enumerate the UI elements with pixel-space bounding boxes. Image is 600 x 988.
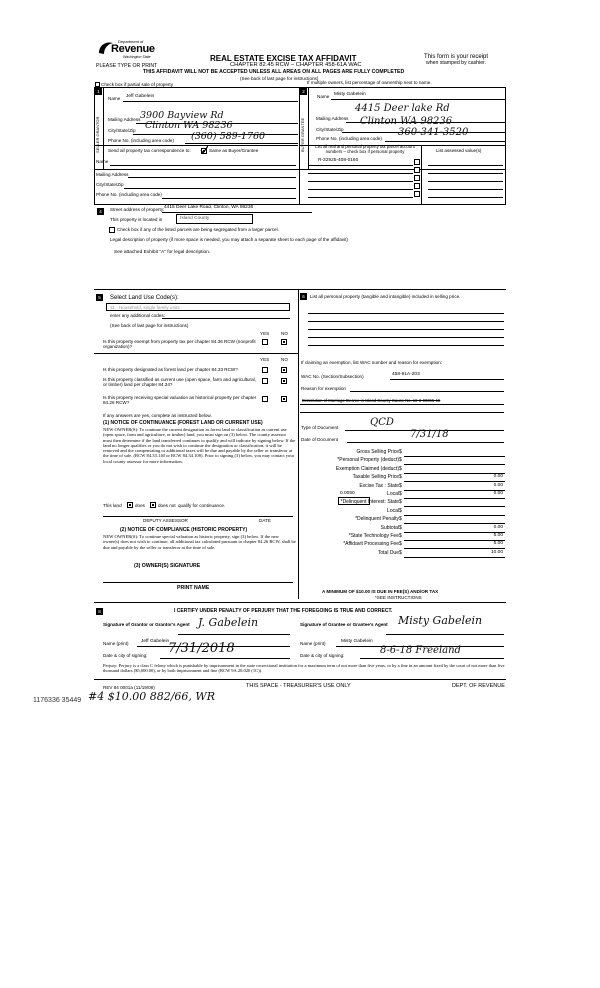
see-back-instructions: (See back of last page for instructions) <box>110 323 189 328</box>
fee-value[interactable]: 0.00 <box>493 482 503 488</box>
treasurer-note: THIS SPACE - TREASURER'S USE ONLY <box>246 683 351 689</box>
please-type: PLEASE TYPE OR PRINT <box>96 63 158 69</box>
corr-name-label: Name <box>96 159 109 164</box>
no-header: NO <box>281 331 288 336</box>
corr-mailing-label: Mailing Address <box>96 172 129 177</box>
fee-label: Total Due <box>377 549 399 556</box>
parcel-header: List all real and personal property tax parcel account numbers – check box if personal property <box>315 144 415 154</box>
fee-value[interactable]: 5.00 <box>493 541 503 547</box>
q3-text: Is this property classified as current use (open space, farm and agricultural, or timber) land per chapter 84.34? <box>103 377 256 388</box>
dollar-sign: $ <box>399 507 402 514</box>
land-use-label: Select Land Use Code(s): <box>110 295 179 301</box>
parcel-pp-checkbox[interactable] <box>414 159 420 165</box>
q4-yes-checkbox[interactable] <box>262 396 268 402</box>
fee-row <box>300 550 505 558</box>
parcel-pp-checkbox[interactable] <box>414 183 420 189</box>
does-checkbox[interactable] <box>127 502 133 508</box>
logo-main-text: Revenue <box>111 43 155 55</box>
doc-date-value[interactable]: 7/31/18 <box>410 429 449 440</box>
personal-property-label: List all personal property (tangible and intangible) included in selling price. <box>310 294 461 299</box>
section-4-badge: 4 <box>97 208 104 215</box>
grantor-sig-label: Signature of Grantor or Grantor's Agent <box>103 622 190 627</box>
fee-row <box>300 541 505 549</box>
buyer-name-label: Name <box>317 94 330 99</box>
fee-label: *Delinquent Penalty <box>355 516 399 523</box>
receipt-note: This form is your receipt <box>424 54 489 60</box>
rate-box <box>338 497 370 505</box>
notice2-title: (2) NOTICE OF COMPLIANCE (HISTORIC PROPERTY) <box>120 527 248 533</box>
county-value: Island County <box>180 216 210 221</box>
buyer-phone-value[interactable]: 360-341-3520 <box>398 127 469 138</box>
buyer-name-value[interactable]: Misty Gabelein <box>334 92 366 97</box>
buyer-side-label: BUYER GRANTEE <box>300 117 305 153</box>
yes-header: YES <box>260 331 270 336</box>
wac-value[interactable]: 458-61A-203 <box>392 372 420 377</box>
fee-value[interactable]: 10.00 <box>490 549 503 555</box>
q2-yes-checkbox[interactable] <box>262 367 268 373</box>
q3-yes-checkbox[interactable] <box>262 378 268 384</box>
dollar-sign: $ <box>399 516 402 523</box>
dollar-sign: $ <box>399 491 402 497</box>
seller-mailing-value[interactable]: 3900 Bayview Rd <box>140 110 224 121</box>
does-not-checkbox[interactable] <box>150 502 156 508</box>
logo-top-text: Department of <box>118 39 144 44</box>
fee-row <box>300 474 505 482</box>
grantor-date-value[interactable]: 7/31/2018 <box>168 641 235 656</box>
qualify-label: qualify for continuance. <box>178 503 226 508</box>
grantor-date-label: Date & city of signing: <box>103 653 148 658</box>
form-warning: THIS AFFIDAVIT WILL NOT BE ACCEPTED UNLESS ALL AREAS ON ALL PAGES ARE FULLY COMPLETED <box>143 69 405 75</box>
legal-label: Legal description of property (if more space is needed, you may attach a separate sheet to each page of the affidavit) <box>110 237 348 242</box>
seller-side-label: SELLER GRANTOR <box>95 116 100 154</box>
grantee-sig-label: Signature of Grantee or Grantee's Agent <box>300 622 388 627</box>
dollar-sign: $ <box>399 474 402 481</box>
grantee-date-value[interactable]: 8-6-18 Freeland <box>380 645 461 656</box>
recording-stamp: 1176336 35449 <box>33 697 82 704</box>
q1-yes-checkbox[interactable] <box>262 339 268 345</box>
fee-row <box>300 449 505 457</box>
does-label: does <box>135 503 145 508</box>
section-1-badge: 1 <box>95 88 102 95</box>
reason-label: Reason for exemption <box>301 386 346 391</box>
multiple-owners-note: If multiple owners, list percentage of ownership next to name. <box>307 80 432 85</box>
parcel-pp-checkbox[interactable] <box>414 191 420 197</box>
corr-city-label: City/State/Zip <box>96 182 124 187</box>
fee-row <box>300 457 505 465</box>
land-use-value: 11 - Household, single family units <box>110 305 180 310</box>
street-value[interactable]: 4415 Deer Lake Road, Clinton, WA 98236 <box>164 205 254 210</box>
fee-label: Exemption Claimed (deduct) <box>335 465 399 472</box>
if-yes-text: If any answers are yes, complete as instructed below. <box>103 413 212 418</box>
buyer-city-label: City/State/Zip <box>316 127 344 132</box>
doc-date-label: Date of Document <box>301 437 339 442</box>
fee-row <box>300 516 505 524</box>
fee-row <box>300 483 505 491</box>
seller-phone-label: Phone No. (including area code) <box>108 138 174 143</box>
q1-no-checkbox[interactable] <box>281 339 287 345</box>
grantee-date-label: Date & city of signing: <box>300 653 345 658</box>
dept-revenue: DEPT. OF REVENUE <box>452 683 505 689</box>
partial-sale-label: Check box if partial sale of property <box>101 82 174 87</box>
notice1-text: NEW OWNER(S): To continue the current designation as forest land or classification as current use (open space, farm and agriculture, or timber) land, you must sign on (3) below. The county assessor must then determine if the land transferred continues to qualify and will indicate by signing below. If the land no longer qualifies or you do not wish to continue the designation or classification, it will be removed and the compensating or additional taxes will be due and payable by the seller or transferor at the time of sale. (RCW 84.33.140 or RCW 84.34.108). Prior to signing (3) below, you may contact your local county assessor for more information. <box>103 427 296 464</box>
print-name-label: PRINT NAME <box>177 585 210 591</box>
does-not-label: does not <box>158 503 176 508</box>
handwritten-annotation: #4 $10.00 882/66, WR <box>88 690 215 703</box>
exemption-label: If claiming an exemption, list WAC number and reason for exemption: <box>301 360 443 365</box>
dollar-sign: $ <box>399 541 402 548</box>
grantor-name-label: Name (print) <box>103 641 129 646</box>
dollar-sign: $ <box>399 465 402 472</box>
dollar-sign: $ <box>399 457 402 464</box>
seller-city-value[interactable]: Clinton WA 98236 <box>145 120 233 131</box>
dollar-sign: $ <box>399 482 402 489</box>
yes-header: YES <box>260 357 270 362</box>
section-5-badge: 5 <box>96 294 103 301</box>
seller-name-label: Name <box>108 96 121 101</box>
fee-label: Local <box>387 491 399 497</box>
tax-rate-value[interactable]: 0.0050 <box>340 491 355 496</box>
notice2-text: NEW OWNER(S): To continue special valuation as historic property, sign (3) below. If the new owner(s) does not wish to continue, all additional tax calculated pursuant to chapter 84.26 RCW, shall be due and payable by the seller or transferor at the time of sale. <box>103 534 296 550</box>
q1-text: Is this property exempt from property tax per chapter 84.36 RCW (nonprofit organization)? <box>103 339 256 350</box>
fee-row <box>300 491 505 499</box>
fee-label: Gross Selling Price <box>356 449 399 455</box>
fee-row <box>300 508 505 516</box>
parcel-value[interactable]: R-32925-408-0160 <box>318 158 359 163</box>
certify-statement: I CERTIFY UNDER PENALTY OF PERJURY THAT THE FOREGOING IS TRUE AND CORRECT. <box>174 608 393 614</box>
corr-phone-label: Phone No. (including area code) <box>96 192 162 197</box>
segregated-checkbox[interactable] <box>109 227 115 233</box>
minimum-due-note: A MINIMUM OF $10.00 IS DUE IN FEE(S) AND/OR TAX <box>322 589 439 594</box>
form-chapter: CHAPTER 82.45 RCW – CHAPTER 458-61A WAC <box>230 62 362 68</box>
located-label: This property is located in <box>110 217 163 222</box>
fee-label: *State Technology Fee <box>348 533 399 539</box>
cashier-note: when stamped by cashier. <box>426 60 486 66</box>
dor-logo <box>96 38 158 62</box>
this-land-label: This land <box>103 503 122 508</box>
grantee-name-value[interactable]: Misty Gabelein <box>341 639 373 644</box>
doc-type-value[interactable]: QCD <box>370 417 394 428</box>
fee-row <box>300 533 505 541</box>
fee-label: Taxable Selling Price <box>352 474 399 481</box>
wac-label: WAC No. (Section/Subsection) <box>301 374 364 379</box>
seller-name-value[interactable]: Jeff Gabelein <box>126 94 155 99</box>
q3-no-checkbox[interactable] <box>281 378 287 384</box>
seller-city-label: City/State/Zip <box>108 128 136 133</box>
fee-row <box>300 525 505 533</box>
fee-label: *Personal Property (deduct) <box>337 457 399 464</box>
dollar-sign: $ <box>399 549 402 556</box>
owner-signature-label: (3) OWNER(S) SIGNATURE <box>134 563 201 569</box>
seller-mailing-label: Mailing Address <box>108 117 141 122</box>
assessed-header: List assessed value(s) <box>436 148 482 153</box>
street-label: Street address of property: <box>110 207 165 212</box>
q4-no-checkbox[interactable] <box>281 396 287 402</box>
same-as-buyer-label: Same as Buyer/Grantee <box>209 148 259 153</box>
fee-line <box>404 557 505 558</box>
checkmark-icon <box>200 146 208 154</box>
fee-value[interactable]: 0.00 <box>493 474 503 480</box>
grantee-signature[interactable]: Misty Gabelein <box>398 614 483 627</box>
section-2-badge: 2 <box>300 88 307 95</box>
dollar-sign: $ <box>399 524 402 531</box>
form-revision: REV 84 0001a (11/19/08) <box>103 685 155 690</box>
parcel-pp-checkbox[interactable] <box>414 167 420 173</box>
fee-row <box>300 499 505 507</box>
date-label: DATE <box>259 518 271 523</box>
fee-label: Subtotal <box>380 524 399 531</box>
grantor-signature[interactable]: J. Gabelein <box>198 616 259 629</box>
form-title: REAL ESTATE EXCISE TAX AFFIDAVIT <box>210 54 357 63</box>
q2-text: Is this property designated as forest land per chapter 84.33 RCW? <box>103 367 238 372</box>
dollar-sign: $ <box>399 499 402 506</box>
grantee-name-label: Name (print) <box>300 641 326 646</box>
dollar-sign: $ <box>399 533 402 539</box>
notice1-title: (1) NOTICE OF CONTINUANCE (FOREST LAND OR CURRENT USE) <box>103 420 263 426</box>
fee-label: Local <box>387 507 399 514</box>
perjury-statement: Perjury: Perjury is a class C felony which is punishable by imprisonment in the state correctional institution for a maximum term of not more than five years, or by a fine in an amount fixed by the court of not more than five thousand dollars ($5,000.00), or by both imprisonment and fine (RCW 9A.20.020 (1C)). <box>103 663 505 674</box>
no-header: NO <box>281 357 288 362</box>
fee-value[interactable]: 0.00 <box>493 491 503 496</box>
segregated-label: Check box if any of the listed parcels are being segregated from a larger parcel. <box>117 227 279 232</box>
legal-value[interactable]: See attached Exhibit "A" for legal description. <box>114 250 211 255</box>
dollar-sign: $ <box>399 449 402 455</box>
buyer-mailing-label: Mailing Address <box>316 116 349 121</box>
additional-codes-label: enter any additional codes: <box>110 313 165 318</box>
section-6-badge: 6 <box>300 293 307 300</box>
reason-value[interactable]: Dissolution of Marriage Decree in Island County Cause No. 18-3-00055-15 <box>302 398 441 403</box>
see-instructions-note: *SEE INSTRUCTIONS <box>375 595 422 600</box>
fee-label: Excise Tax : State <box>359 482 399 489</box>
fee-label: *Affidavit Processing Fee <box>343 541 399 548</box>
see-back-note: (See back of last page for instructions) <box>240 76 319 81</box>
fee-value[interactable]: 0.00 <box>493 524 503 530</box>
send-correspondence-label: Send all property tax correspondence to: <box>108 148 191 153</box>
logo-sub-text: Washington State <box>123 55 151 59</box>
buyer-city-value[interactable]: Clinton WA 98236 <box>360 116 453 127</box>
fee-value[interactable]: 5.00 <box>493 533 503 538</box>
grantor-name-value[interactable]: Jeff Gabelein <box>141 639 170 644</box>
buyer-mailing-value[interactable]: 4415 Deer lake Rd <box>355 103 450 114</box>
deputy-assessor-label: DEPUTY ASSESSOR <box>143 518 188 523</box>
doc-type-label: Type of Document <box>301 425 339 430</box>
q2-no-checkbox[interactable] <box>281 367 287 373</box>
seller-phone-value[interactable]: (360) 589-1760 <box>191 131 266 142</box>
fee-row <box>300 466 505 474</box>
q4-text: Is this property receiving special valuation as historical property per chapter 84.26 RCW? <box>103 395 257 406</box>
section-8-badge: 8 <box>96 608 103 615</box>
fee-label: *Delinquent Interest: State <box>340 499 399 506</box>
buyer-phone-label: Phone No. (including area code) <box>316 136 382 141</box>
parcel-pp-checkbox[interactable] <box>414 175 420 181</box>
